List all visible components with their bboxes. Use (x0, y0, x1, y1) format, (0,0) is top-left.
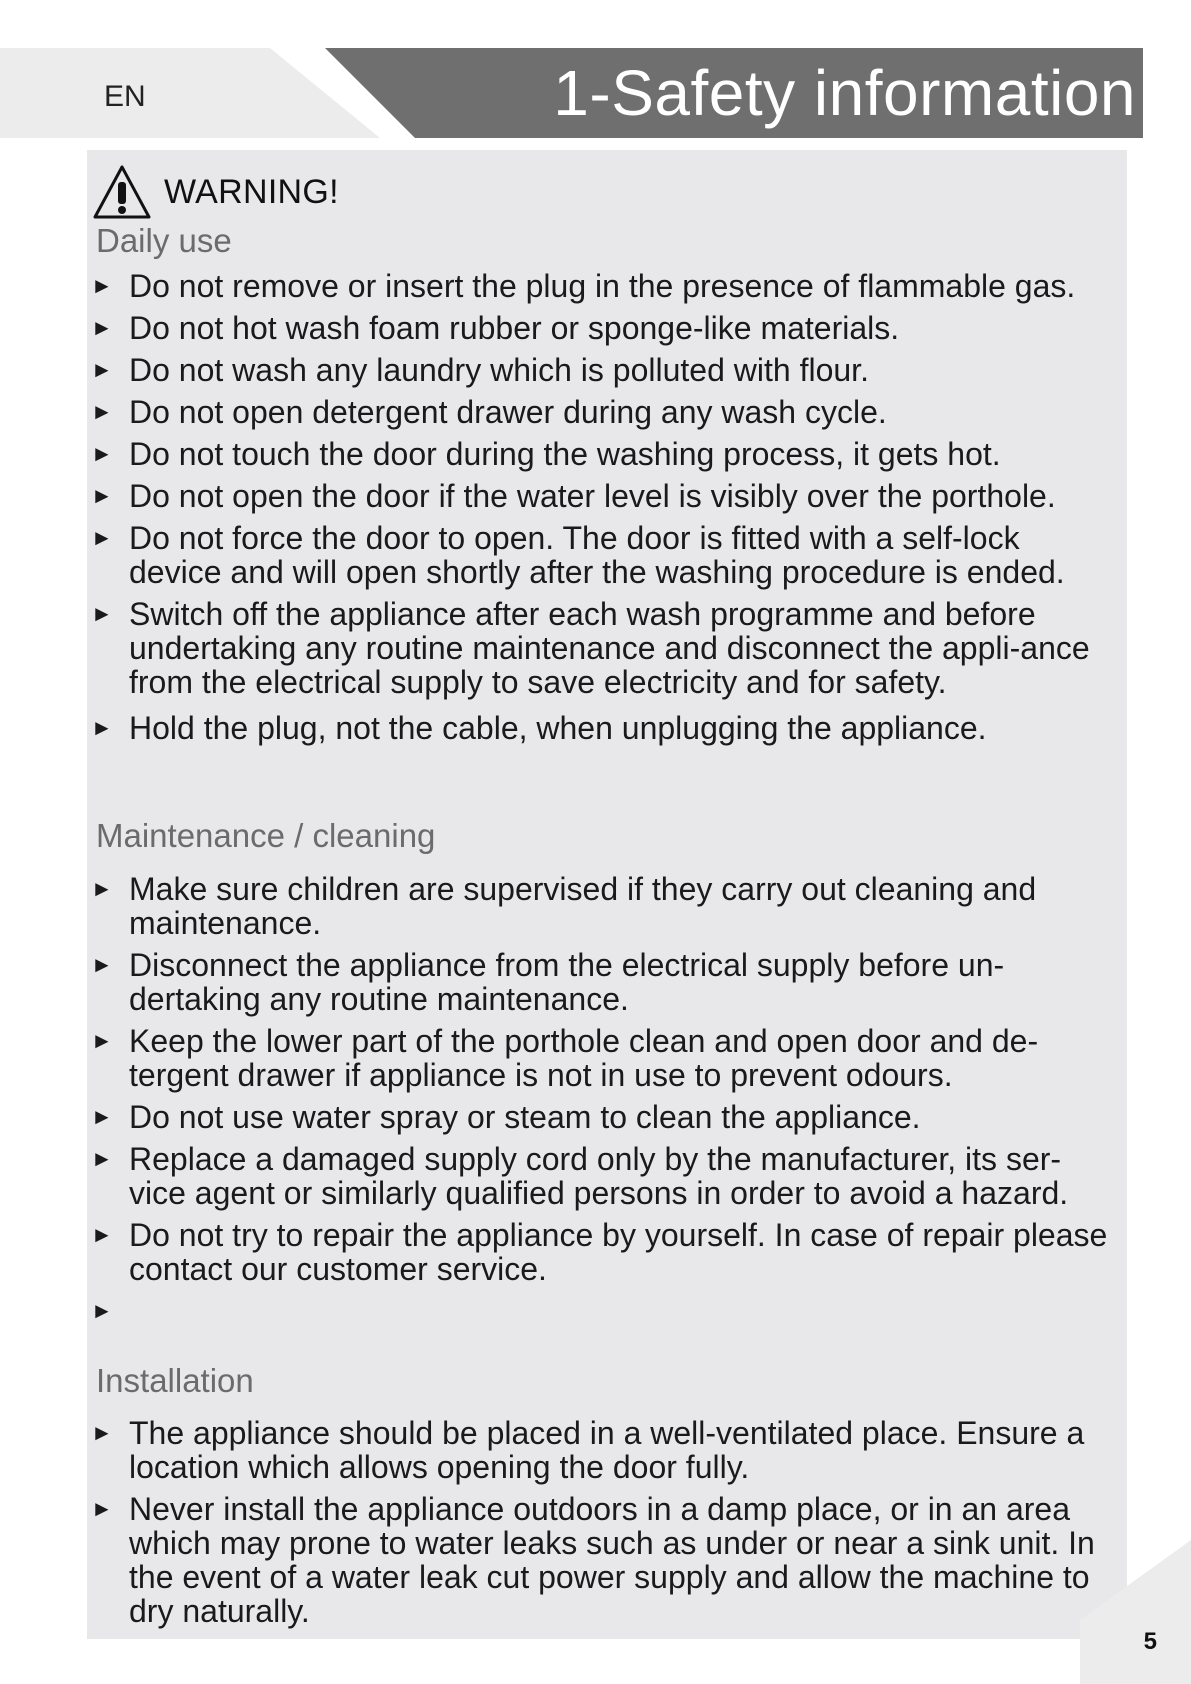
section-title-installation: Installation (96, 1362, 254, 1399)
bullet-arrow-icon: ► (91, 483, 113, 508)
list-item-text: Replace a damaged supply cord only by the manufacturer, its ser-vice agent or similarly qualified persons in order to avoid a hazard. (129, 1141, 1069, 1211)
list-item-text: Make sure children are supervised if they carry out cleaning and maintenance. (129, 871, 1037, 941)
bullet-arrow-icon: ► (91, 876, 113, 901)
list-item (87, 872, 1117, 940)
list-item (87, 479, 1117, 513)
bullet-arrow-icon: ► (91, 1028, 113, 1053)
list-item (87, 1142, 1117, 1210)
bullet-arrow-icon: ► (91, 601, 113, 626)
bullet-arrow-icon: ► (91, 1222, 113, 1247)
list-item (87, 1294, 1117, 1328)
section-title-daily-use: Daily use (96, 222, 232, 259)
list-item (87, 948, 1117, 1016)
list-item-text: Do not force the door to open. The door is fitted with a self-lock device and will open shortly after the washing procedure is ended. (129, 520, 1065, 590)
bullet-arrow-icon: ► (91, 399, 113, 424)
bullet-arrow-icon: ► (91, 357, 113, 382)
list-item-text: Hold the plug, not the cable, when unplugging the appliance. (129, 710, 987, 746)
bullet-arrow-icon: ► (91, 315, 113, 340)
bullet-arrow-icon: ► (91, 715, 113, 740)
list-item (87, 1218, 1117, 1286)
bullet-arrow-icon: ► (91, 525, 113, 550)
bullet-arrow-icon: ► (91, 441, 113, 466)
installation-list (87, 1416, 1117, 1628)
warning-label: WARNING! (164, 172, 339, 211)
list-item-text: Do not remove or insert the plug in the presence of flammable gas. (129, 268, 1076, 304)
list-item (87, 1416, 1117, 1484)
list-item-text: Do not touch the door during the washing process, it gets hot. (129, 436, 1001, 472)
list-item (87, 353, 1117, 387)
language-label: EN (104, 80, 146, 113)
section-title-maintenance: Maintenance / cleaning (96, 817, 436, 854)
bullet-arrow-icon: ► (91, 1298, 113, 1323)
list-item-text: The appliance should be placed in a well-ventilated place. Ensure a location which allows opening the door fully. (129, 1415, 1085, 1485)
list-item-text: Do not open detergent drawer during any wash cycle. (129, 394, 887, 430)
list-item (87, 1492, 1117, 1628)
list-item-text: Do not wash any laundry which is polluted with flour. (129, 352, 869, 388)
list-item (87, 1024, 1117, 1092)
list-item (87, 521, 1117, 589)
bullet-arrow-icon: ► (91, 273, 113, 298)
list-item-text: Do not hot wash foam rubber or sponge-like materials. (129, 310, 900, 346)
language-tab (0, 48, 380, 138)
bullet-arrow-icon: ► (91, 952, 113, 977)
list-item-text: Do not open the door if the water level is visibly over the porthole. (129, 478, 1056, 514)
list-item (87, 597, 1117, 699)
warning-icon (92, 164, 152, 220)
list-item (87, 311, 1117, 345)
page-number: 5 (1143, 1628, 1157, 1655)
list-item-text: Never install the appliance outdoors in a damp place, or in an area which may prone to water leaks such as under or near a sink unit. In the event of a water leak cut power supply and allow the machine to dry naturally. (129, 1491, 1095, 1629)
list-item (87, 711, 1117, 745)
list-item-text: Disconnect the appliance from the electrical supply before un-dertaking any routine maintenance. (129, 947, 1005, 1017)
bullet-arrow-icon: ► (91, 1420, 113, 1445)
bullet-arrow-icon: ► (91, 1496, 113, 1521)
list-item-text: Do not try to repair the appliance by yourself. In case of repair please contact our customer service. (129, 1217, 1108, 1287)
list-item (87, 1100, 1117, 1134)
list-item (87, 437, 1117, 471)
list-item-text: Switch off the appliance after each wash programme and before undertaking any routine maintenance and disconnect the appli-ance from the electrical supply to save electricity and for safety. (129, 596, 1090, 700)
list-item (87, 395, 1117, 429)
list-item (87, 269, 1117, 303)
daily-use-list (87, 269, 1117, 745)
list-item-text: Do not use water spray or steam to clean the appliance. (129, 1099, 921, 1135)
bullet-arrow-icon: ► (91, 1104, 113, 1129)
bullet-arrow-icon: ► (91, 1146, 113, 1171)
page-title: 1-Safety information (553, 57, 1136, 129)
list-item-text: Keep the lower part of the porthole clean and open door and de-tergent drawer if appliance is not in use to prevent odours. (129, 1023, 1039, 1093)
warning-header (92, 158, 339, 226)
maintenance-list (87, 872, 1117, 1328)
